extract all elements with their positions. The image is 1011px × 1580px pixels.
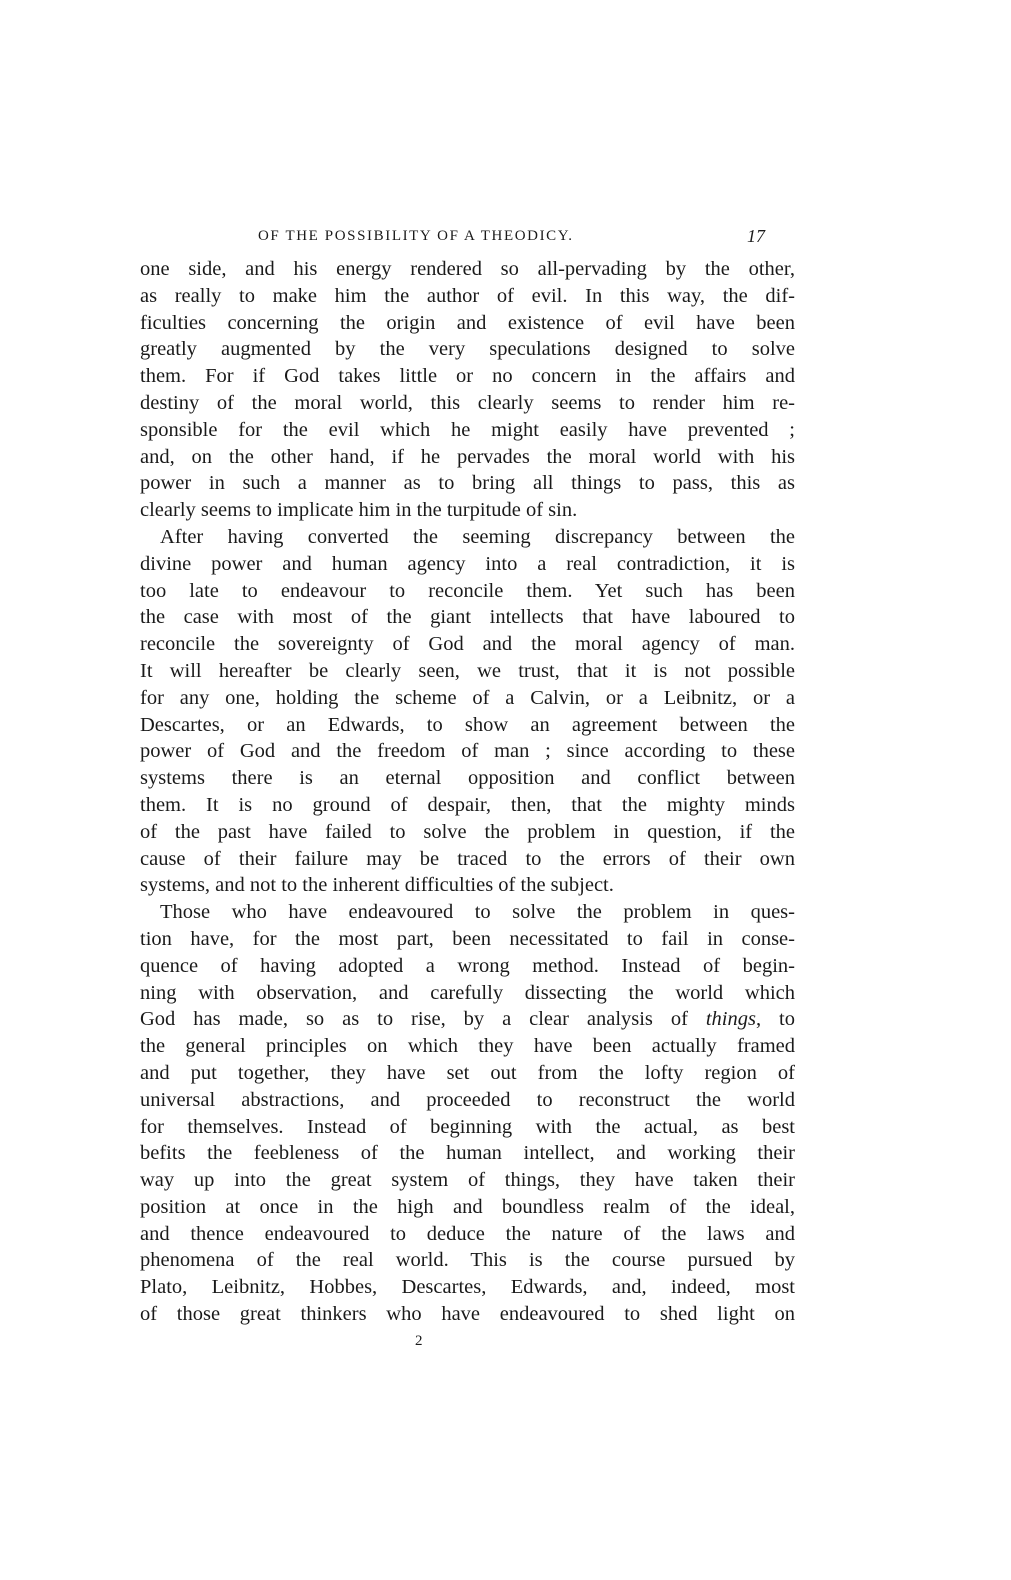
text-line: destiny of the moral world, this clearly seems to render him re- <box>140 391 795 414</box>
text-line: power in such a manner as to bring all things to pass, this as <box>140 472 795 495</box>
text-line: for themselves. Instead of beginning with the actual, as best <box>140 1115 795 1138</box>
page-number: 17 <box>747 226 765 246</box>
text-line: Those who have endeavoured to solve the problem in ques- <box>160 901 795 924</box>
text-line: systems, and not to the inherent difficulties of the subject. <box>140 874 614 897</box>
text-line: and put together, they have set out from the lofty region of <box>140 1061 795 1084</box>
text-line: them. It is no ground of despair, then, that the mighty minds <box>140 793 795 816</box>
text-line: position at once in the high and boundless realm of the ideal, <box>140 1195 795 1218</box>
text-line: Descartes, or an Edwards, to show an agreement between the <box>140 713 795 736</box>
text-line: greatly augmented by the very speculations designed to solve <box>140 338 795 361</box>
text-line: too late to endeavour to reconcile them. Yet such has been <box>140 579 795 602</box>
text-line <box>140 1006 795 1033</box>
text-line: It will hereafter be clearly seen, we trust, that it is not possible <box>140 659 795 682</box>
text-line: Plato, Leibnitz, Hobbes, Descartes, Edwards, and, indeed, most <box>140 1276 795 1299</box>
text-segment: God has made, so as to rise, by a clear analysis of <box>140 1008 706 1031</box>
text-line: sponsible for the evil which he might easily have prevented ; <box>140 418 795 441</box>
text-segment: , to <box>755 1008 795 1031</box>
text-line: befits the feebleness of the human intellect, and working their <box>140 1142 795 1165</box>
text-line: cause of their failure may be traced to the errors of their own <box>140 847 795 870</box>
paragraph <box>140 524 795 899</box>
text-line: divine power and human agency into a real contradiction, it is <box>140 552 795 575</box>
text-line: power of God and the freedom of man ; since according to these <box>140 740 795 763</box>
text-line: ficulties concerning the origin and existence of evil have been <box>140 311 795 334</box>
text-line: universal abstractions, and proceeded to reconstruct the world <box>140 1088 795 1111</box>
paragraph <box>140 899 795 1328</box>
paragraph <box>140 256 795 524</box>
text-line: systems there is an eternal opposition and conflict between <box>140 767 795 790</box>
text-line: reconcile the sovereignty of God and the moral agency of man. <box>140 633 795 656</box>
text-line: way up into the great system of things, they have taken their <box>140 1169 795 1192</box>
running-head <box>140 226 795 250</box>
text-line: of those great thinkers who have endeavoured to shed light on <box>140 1303 795 1326</box>
running-head-title: OF THE POSSIBILITY OF A THEODICY. <box>258 228 574 244</box>
text-line: tion have, for the most part, been necessitated to fail in conse- <box>140 927 795 950</box>
text-line: as really to make him the author of evil. In this way, the dif- <box>140 284 795 307</box>
signature-mark: 2 <box>415 1333 423 1349</box>
text-line: After having converted the seeming discrepancy between the <box>160 525 795 548</box>
text-line: the case with most of the giant intellects that have laboured to <box>140 606 795 629</box>
text-line: ning with observation, and carefully dissecting the world which <box>140 981 795 1004</box>
text-line: of the past have failed to solve the problem in question, if the <box>140 820 795 843</box>
text-line: clearly seems to implicate him in the turpitude of sin. <box>140 499 578 522</box>
text-line: quence of having adopted a wrong method. Instead of begin- <box>140 954 795 977</box>
italic-word: things <box>705 1008 756 1031</box>
body-text <box>140 256 795 1328</box>
text-line: them. For if God takes little or no concern in the affairs and <box>140 365 795 388</box>
text-line: one side, and his energy rendered so all-pervading by the other, <box>140 258 795 280</box>
text-line: and, on the other hand, if he pervades the moral world with his <box>140 445 795 468</box>
text-line: the general principles on which they have been actually framed <box>140 1035 795 1058</box>
text-line: for any one, holding the scheme of a Calvin, or a Leibnitz, or a <box>140 686 795 709</box>
text-line: and thence endeavoured to deduce the nature of the laws and <box>140 1222 795 1245</box>
text-line: phenomena of the real world. This is the course pursued by <box>140 1249 795 1272</box>
